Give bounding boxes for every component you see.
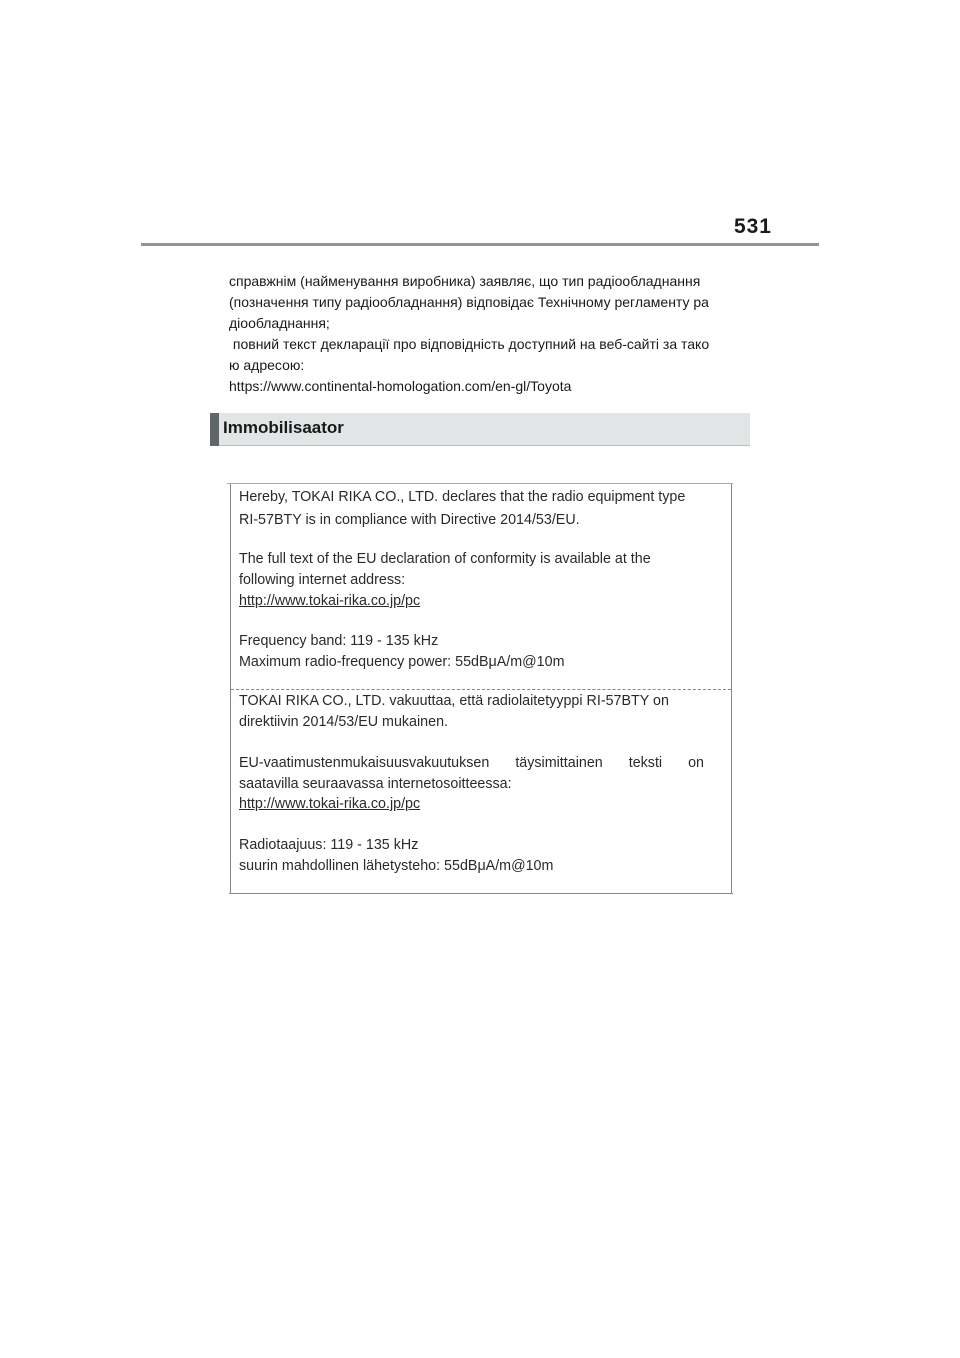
text-line: (позначення типу радіообладнання) відповідає Технічному регламенту ра xyxy=(229,294,709,310)
finnish-word: EU-vaatimustenmukaisuusvakuutuksen xyxy=(239,755,490,771)
english-line: Hereby, TOKAI RIKA CO., LTD. declares that the radio equipment type xyxy=(239,489,686,505)
scan-bottom-border xyxy=(229,893,733,894)
english-line: following internet address: xyxy=(239,572,406,588)
page-number: 531 xyxy=(733,215,772,238)
section-header xyxy=(210,413,750,446)
finnish-justified-line xyxy=(239,755,704,771)
english-link: http://www.tokai-rika.co.jp/pc xyxy=(239,593,421,609)
text-line: повний текст декларації про відповідність доступний на веб-сайті за тако xyxy=(229,336,710,352)
text-line: справжнім (найменування виробника) заявляє, що тип радіообладнання xyxy=(229,273,701,289)
finnish-frequency: Radiotaajuus: 119 - 135 kHz xyxy=(239,837,419,853)
finnish-word: teksti xyxy=(628,755,663,771)
declaration-scan xyxy=(230,483,732,893)
english-frequency: Frequency band: 119 - 135 kHz xyxy=(239,633,439,649)
finnish-link: http://www.tokai-rika.co.jp/pc xyxy=(239,796,421,812)
finnish-word: on xyxy=(688,755,704,771)
language-divider xyxy=(231,689,731,690)
finnish-power: suurin mahdollinen lähetysteho: 55dBμA/m@10m xyxy=(239,858,554,874)
declaration-text xyxy=(229,271,749,397)
finnish-line: TOKAI RIKA CO., LTD. vakuuttaa, että radiolaitetyyppi RI-57BTY on xyxy=(239,693,669,709)
finnish-line: direktiivin 2014/53/EU mukainen. xyxy=(239,714,449,730)
finnish-word: täysimittainen xyxy=(515,755,603,771)
url-line: https://www.continental-homologation.com/en-gl/Toyota xyxy=(229,378,572,394)
section-title: Immobilisaator xyxy=(223,418,344,437)
finnish-line: saatavilla seuraavassa internetosoitteessa: xyxy=(239,776,512,792)
text-line: ю адресою: xyxy=(229,357,305,373)
english-line: RI-57BTY is in compliance with Directive 2014/53/EU. xyxy=(239,512,580,528)
text-line: діообладнання; xyxy=(229,315,330,331)
header-rule xyxy=(141,243,819,246)
english-line: The full text of the EU declaration of conformity is available at the xyxy=(239,551,651,567)
section-accent-bar xyxy=(210,413,219,446)
english-power: Maximum radio-frequency power: 55dBμA/m@10m xyxy=(239,654,565,670)
scan-top-border xyxy=(227,483,733,484)
